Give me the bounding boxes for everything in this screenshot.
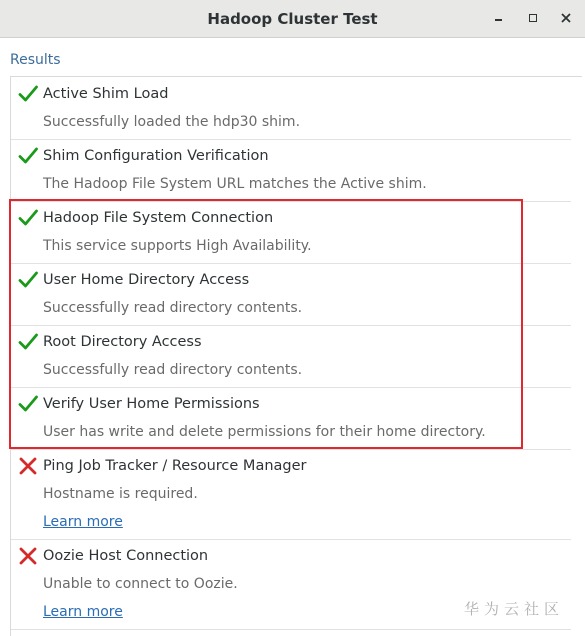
test-description: The Hadoop File System URL matches the Active shim. bbox=[43, 176, 427, 192]
test-description: User has write and delete permissions for their home directory. bbox=[43, 424, 486, 440]
maximize-button[interactable] bbox=[524, 9, 542, 27]
list-item bbox=[11, 77, 571, 139]
list-item bbox=[11, 325, 571, 387]
check-icon bbox=[17, 83, 39, 105]
test-description: Successfully read directory contents. bbox=[43, 362, 303, 378]
test-description: Successfully loaded the hdp30 shim. bbox=[43, 114, 301, 130]
test-name: Oozie Host Connection bbox=[43, 548, 209, 564]
list-item bbox=[11, 263, 571, 325]
test-name: User Home Directory Access bbox=[43, 272, 250, 288]
window-title: Hadoop Cluster Test bbox=[207, 10, 378, 28]
close-button[interactable] bbox=[557, 9, 575, 27]
list-item bbox=[11, 449, 571, 539]
test-name: Ping Job Tracker / Resource Manager bbox=[43, 458, 307, 474]
close-icon bbox=[561, 13, 571, 23]
cross-icon bbox=[17, 455, 39, 477]
watermark: 华为云社区 bbox=[464, 600, 565, 618]
cross-icon bbox=[17, 545, 39, 567]
test-description: Hostname is required. bbox=[43, 486, 198, 502]
test-description: Unable to connect to Oozie. bbox=[43, 576, 238, 592]
test-name: Verify User Home Permissions bbox=[43, 396, 260, 412]
test-name: Root Directory Access bbox=[43, 334, 202, 350]
check-icon bbox=[17, 145, 39, 167]
title-bar bbox=[0, 0, 585, 38]
divider bbox=[11, 629, 571, 630]
minimize-icon bbox=[495, 19, 502, 21]
check-icon bbox=[17, 393, 39, 415]
test-name: Hadoop File System Connection bbox=[43, 210, 274, 226]
check-icon bbox=[17, 269, 39, 291]
test-name: Shim Configuration Verification bbox=[43, 148, 269, 164]
list-item bbox=[11, 201, 571, 263]
check-icon bbox=[17, 207, 39, 229]
list-item bbox=[11, 387, 571, 449]
results-label: Results bbox=[10, 52, 61, 68]
test-name: Active Shim Load bbox=[43, 86, 169, 102]
minimize-button[interactable] bbox=[489, 9, 507, 27]
check-icon bbox=[17, 331, 39, 353]
test-description: This service supports High Availability. bbox=[43, 238, 312, 254]
test-description: Successfully read directory contents. bbox=[43, 300, 303, 316]
list-item bbox=[11, 139, 571, 201]
maximize-icon bbox=[529, 14, 537, 22]
learn-more-link[interactable]: Learn more bbox=[43, 604, 123, 620]
learn-more-link[interactable]: Learn more bbox=[43, 514, 123, 530]
results-list bbox=[10, 76, 582, 636]
